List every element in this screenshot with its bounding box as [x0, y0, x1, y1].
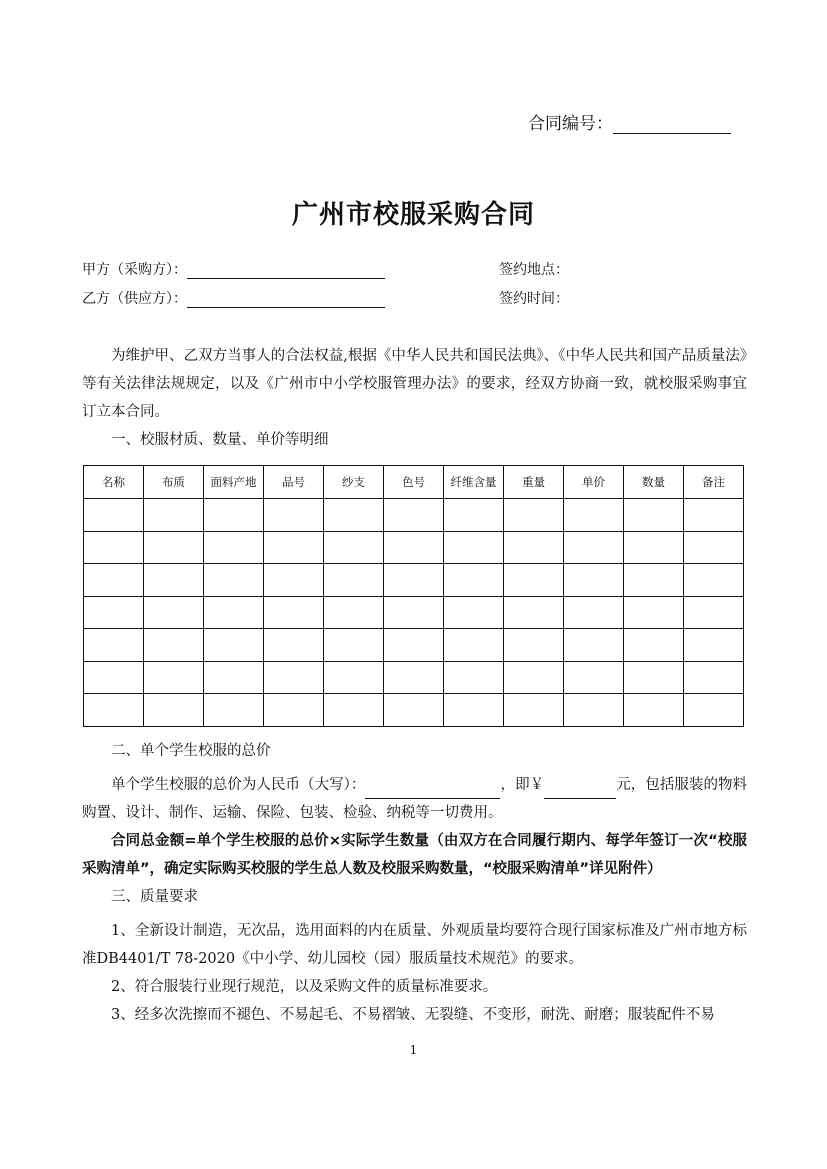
table-cell[interactable] [384, 499, 444, 532]
table-cell[interactable] [324, 661, 384, 694]
table-row [84, 596, 744, 629]
table-cell[interactable] [324, 596, 384, 629]
table-row [84, 499, 744, 532]
price-amount-field[interactable] [544, 782, 616, 799]
table-cell[interactable] [564, 596, 624, 629]
column-header: 备注 [684, 466, 744, 499]
table-cell[interactable] [84, 564, 144, 597]
table-cell[interactable] [204, 694, 264, 727]
column-header: 数量 [624, 466, 684, 499]
uniform-spec-table [83, 465, 744, 727]
contract-number [528, 109, 731, 134]
table-cell[interactable] [84, 661, 144, 694]
party-a-field[interactable] [187, 261, 385, 279]
table-cell[interactable] [204, 499, 264, 532]
column-header: 品号 [264, 466, 324, 499]
table-cell[interactable] [144, 629, 204, 662]
table-cell[interactable] [564, 499, 624, 532]
party-b [82, 288, 385, 308]
table-cell[interactable] [624, 564, 684, 597]
table-cell[interactable] [144, 694, 204, 727]
table-cell[interactable] [84, 596, 144, 629]
table-cell[interactable] [264, 531, 324, 564]
table-cell[interactable] [444, 564, 504, 597]
table-cell[interactable] [84, 629, 144, 662]
table-cell[interactable] [684, 661, 744, 694]
sign-time-label: 签约时间： [499, 291, 569, 307]
price-suffix: 元，包括服装的物料购置、设计、制作、运输、保险、包装、检验、纳税等一切费用。 [82, 777, 748, 821]
table-cell[interactable] [204, 596, 264, 629]
table-cell[interactable] [504, 694, 564, 727]
table-cell[interactable] [384, 661, 444, 694]
table-cell[interactable] [384, 629, 444, 662]
table-cell[interactable] [264, 596, 324, 629]
table-cell[interactable] [624, 694, 684, 727]
table-cell[interactable] [564, 661, 624, 694]
table-cell[interactable] [144, 564, 204, 597]
table-cell[interactable] [144, 596, 204, 629]
table-cell[interactable] [384, 596, 444, 629]
table-cell[interactable] [684, 596, 744, 629]
document-title: 广州市校服采购合同 [291, 200, 535, 230]
table-cell[interactable] [444, 629, 504, 662]
table-cell[interactable] [84, 499, 144, 532]
table-cell[interactable] [144, 661, 204, 694]
section3-heading: 三、质量要求 [111, 889, 198, 905]
table-cell[interactable] [324, 629, 384, 662]
column-header: 单价 [564, 466, 624, 499]
table-cell[interactable] [444, 499, 504, 532]
table-cell[interactable] [444, 596, 504, 629]
table-cell[interactable] [324, 499, 384, 532]
sign-place-label: 签约地点： [499, 262, 569, 278]
table-cell[interactable] [324, 694, 384, 727]
quality-item-1: 1、全新设计制造，无次品，选用面料的内在质量、外观质量均要符合现行国家标准及广州市地方标准DB4401/T 78-2020《中小学、幼儿园校（园）服质量技术规范》的要求。 [82, 923, 747, 967]
table-cell[interactable] [204, 564, 264, 597]
column-header: 布质 [144, 466, 204, 499]
table-cell[interactable] [384, 531, 444, 564]
column-header: 色号 [384, 466, 444, 499]
table-cell[interactable] [324, 531, 384, 564]
price-words-field[interactable] [365, 782, 500, 799]
table-cell[interactable] [84, 531, 144, 564]
table-cell[interactable] [504, 499, 564, 532]
section1-heading: 一、校服材质、数量、单价等明细 [111, 432, 329, 448]
table-cell[interactable] [384, 694, 444, 727]
table-cell[interactable] [624, 629, 684, 662]
table-cell[interactable] [564, 564, 624, 597]
party-b-field[interactable] [187, 290, 385, 308]
table-cell[interactable] [444, 694, 504, 727]
table-cell[interactable] [264, 661, 324, 694]
table-body [84, 499, 744, 727]
table-row [84, 694, 744, 727]
table-cell[interactable] [204, 661, 264, 694]
table-cell[interactable] [504, 596, 564, 629]
table-cell[interactable] [264, 564, 324, 597]
table-cell[interactable] [84, 694, 144, 727]
table-cell[interactable] [204, 531, 264, 564]
party-a [82, 259, 385, 279]
table-cell[interactable] [144, 531, 204, 564]
column-header: 纤维含量 [444, 466, 504, 499]
table-cell[interactable] [144, 499, 204, 532]
page-number: 1 [409, 1043, 418, 1057]
column-header: 名称 [84, 466, 144, 499]
column-header: 纱支 [324, 466, 384, 499]
table-cell[interactable] [264, 694, 324, 727]
contract-number-label: 合同编号： [528, 114, 613, 134]
unit-price-clause [82, 771, 747, 827]
quality-item-2: 2、符合服装行业现行规范，以及采购文件的质量标准要求。 [111, 979, 498, 995]
party-a-label: 甲方（采购方）： [82, 262, 187, 278]
table-cell[interactable] [264, 499, 324, 532]
table-row [84, 629, 744, 662]
table-cell[interactable] [684, 564, 744, 597]
intro-paragraph: 为维护甲、乙双方当事人的合法权益,根据《中华人民共和国民法典》、《中华人民共和国产品质量法》等有关法律法规规定，以及《广州市中小学校服管理办法》的要求，经双方协商一致，就校服采购事宜订立本合同。 [82, 348, 747, 420]
intro-section [82, 342, 747, 454]
table-cell[interactable] [444, 531, 504, 564]
table-cell[interactable] [384, 564, 444, 597]
body-section [82, 737, 747, 1029]
table-cell[interactable] [204, 629, 264, 662]
price-prefix: 单个学生校服的总价为人民币（大写）： [111, 777, 366, 793]
table-cell[interactable] [684, 499, 744, 532]
column-header: 重量 [504, 466, 564, 499]
table-cell[interactable] [624, 531, 684, 564]
table-cell[interactable] [624, 661, 684, 694]
section2-heading: 二、单个学生校服的总价 [111, 743, 271, 759]
price-mid: ，即￥ [500, 777, 545, 793]
table-cell[interactable] [684, 629, 744, 662]
table-cell[interactable] [564, 629, 624, 662]
table-cell[interactable] [624, 596, 684, 629]
table-row [84, 531, 744, 564]
table-cell[interactable] [504, 564, 564, 597]
table-cell[interactable] [444, 661, 504, 694]
table-cell[interactable] [564, 531, 624, 564]
table-row [84, 661, 744, 694]
quality-item-3: 3、经多次洗擦而不褪色、不易起毛、不易褶皱、无裂缝、不变形，耐洗、耐磨；服装配件不易 [111, 1007, 715, 1023]
total-amount-clause: 合同总金额=单个学生校服的总价×实际学生数量（由双方在合同履行期内、每学年签订一次“校服采购清单”，确定实际购买校服的学生总人数及校服采购数量，“校服采购清单”详见附件） [82, 833, 747, 877]
column-header: 面料产地 [204, 466, 264, 499]
table-cell[interactable] [324, 564, 384, 597]
table-cell[interactable] [504, 661, 564, 694]
table-cell[interactable] [504, 531, 564, 564]
table-cell[interactable] [504, 629, 564, 662]
contract-number-field[interactable] [613, 115, 731, 134]
party-b-label: 乙方（供应方）： [82, 291, 187, 307]
table-cell[interactable] [564, 694, 624, 727]
table-row [84, 564, 744, 597]
table-header-row [84, 466, 744, 499]
table-cell[interactable] [684, 694, 744, 727]
table-cell[interactable] [264, 629, 324, 662]
table-cell[interactable] [624, 499, 684, 532]
table-cell[interactable] [684, 531, 744, 564]
